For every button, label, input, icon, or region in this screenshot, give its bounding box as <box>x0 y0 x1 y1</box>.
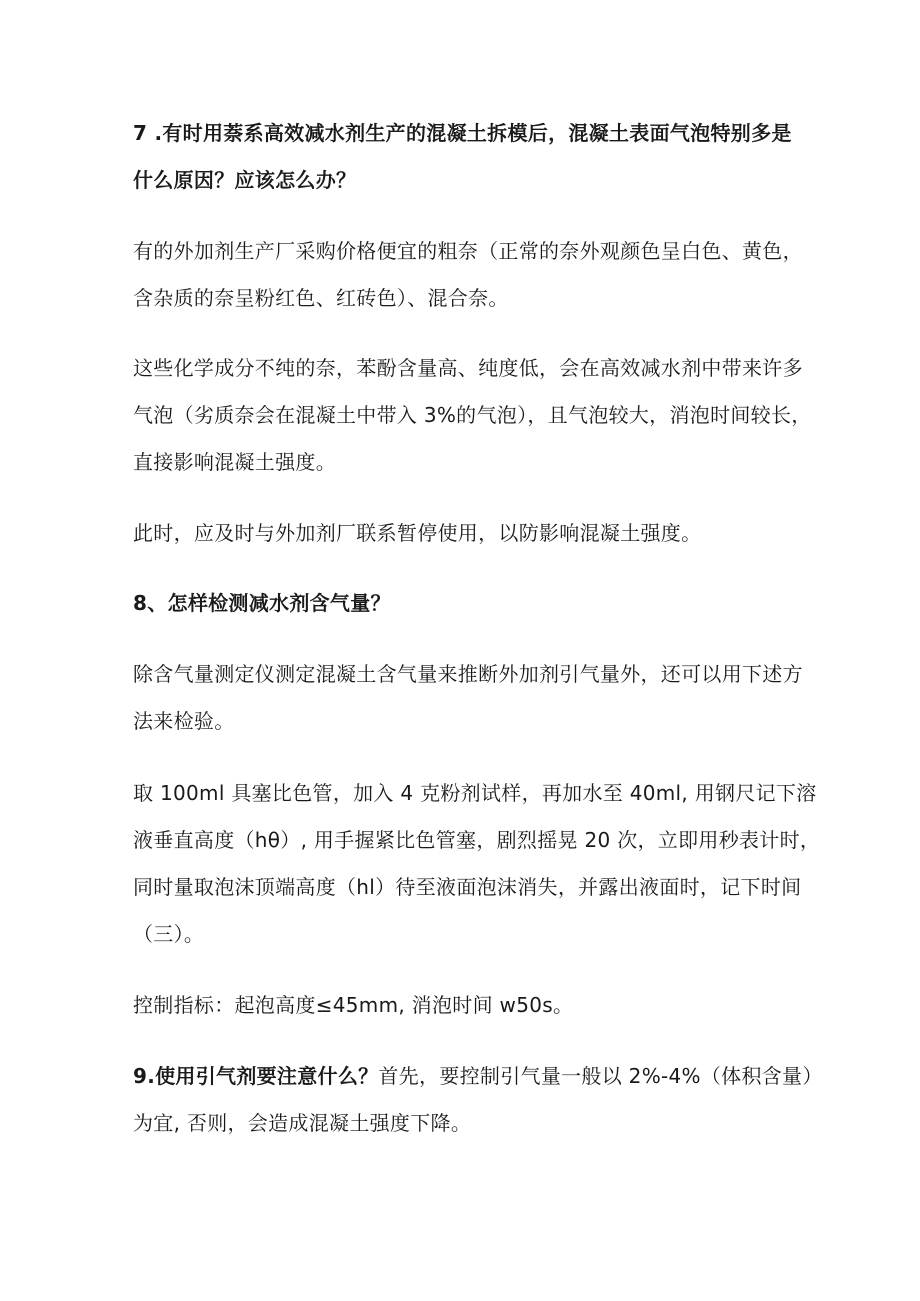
q7-heading-line-1: 7 .有时用萘系高效减水剂生产的混凝土拆模后，混凝土表面气泡特别多是 <box>133 121 792 145</box>
q8-paragraph-3 <box>133 982 813 1029</box>
q8-paragraph-2 <box>133 770 821 958</box>
q9-paragraph <box>133 1053 823 1147</box>
q9-line-1 <box>133 1053 823 1100</box>
q7-paragraph-1 <box>133 228 813 322</box>
q8-p3-line-1: 控制指标：起泡高度≤45mm, 消泡时间 w50s。 <box>133 993 574 1017</box>
q9-line-2: 为宜, 否则，会造成混凝土强度下降。 <box>133 1111 472 1135</box>
q8-p2-line-3: 同时量取泡沫顶端高度（hl）待至液面泡沫消失，并露出液面时，记下时间 <box>133 875 802 899</box>
q7-p1-line-1: 有的外加剂生产厂采购价格便宜的粗奈（正常的奈外观颜色呈白色、黄色， <box>133 239 803 263</box>
q8-p1-line-2: 法来检验。 <box>133 709 235 733</box>
q8-heading <box>133 580 813 627</box>
q8-p1-line-1: 除含气量测定仪测定混凝土含气量来推断外加剂引气量外，还可以用下述方 <box>133 662 803 686</box>
q8-heading-line: 8、怎样检测减水剂含气量？ <box>133 591 391 615</box>
q7-p3-line-1: 此时，应及时与外加剂厂联系暂停使用，以防影响混凝土强度。 <box>133 521 702 545</box>
q9-heading: 9.使用引气剂要注意什么？ <box>133 1064 379 1088</box>
q9-line-1-rest: 首先，要控制引气量一般以 2%-4%（体积含量） <box>378 1064 823 1088</box>
q8-paragraph-1 <box>133 651 813 745</box>
q7-heading-line-2: 什么原因？应该怎么办？ <box>133 168 357 192</box>
q7-paragraph-2 <box>133 345 813 486</box>
q7-p2-line-1: 这些化学成分不纯的奈，苯酚含量高、纯度低，会在高效减水剂中带来许多 <box>133 356 803 380</box>
q7-paragraph-3 <box>133 510 813 557</box>
q7-p1-line-2: 含杂质的奈呈粉红色、红砖色）、混合奈。 <box>133 286 509 310</box>
q7-p2-line-2: 气泡（劣质奈会在混凝土中带入 3%的气泡），且气泡较大，消泡时间较长， <box>133 403 812 427</box>
q8-p2-line-1: 取 100ml 具塞比色管，加入 4 克粉剂试样，再加水至 40ml, 用钢尺记下溶 <box>133 781 817 805</box>
q8-p2-line-4: （三）。 <box>133 922 205 946</box>
q7-p2-line-3: 直接影响混凝土强度。 <box>133 450 336 474</box>
q7-heading <box>133 110 813 204</box>
q8-p2-line-2: 液垂直高度（hθ）, 用手握紧比色管塞，剧烈摇晃 20 次，立即用秒表计时， <box>133 828 821 852</box>
